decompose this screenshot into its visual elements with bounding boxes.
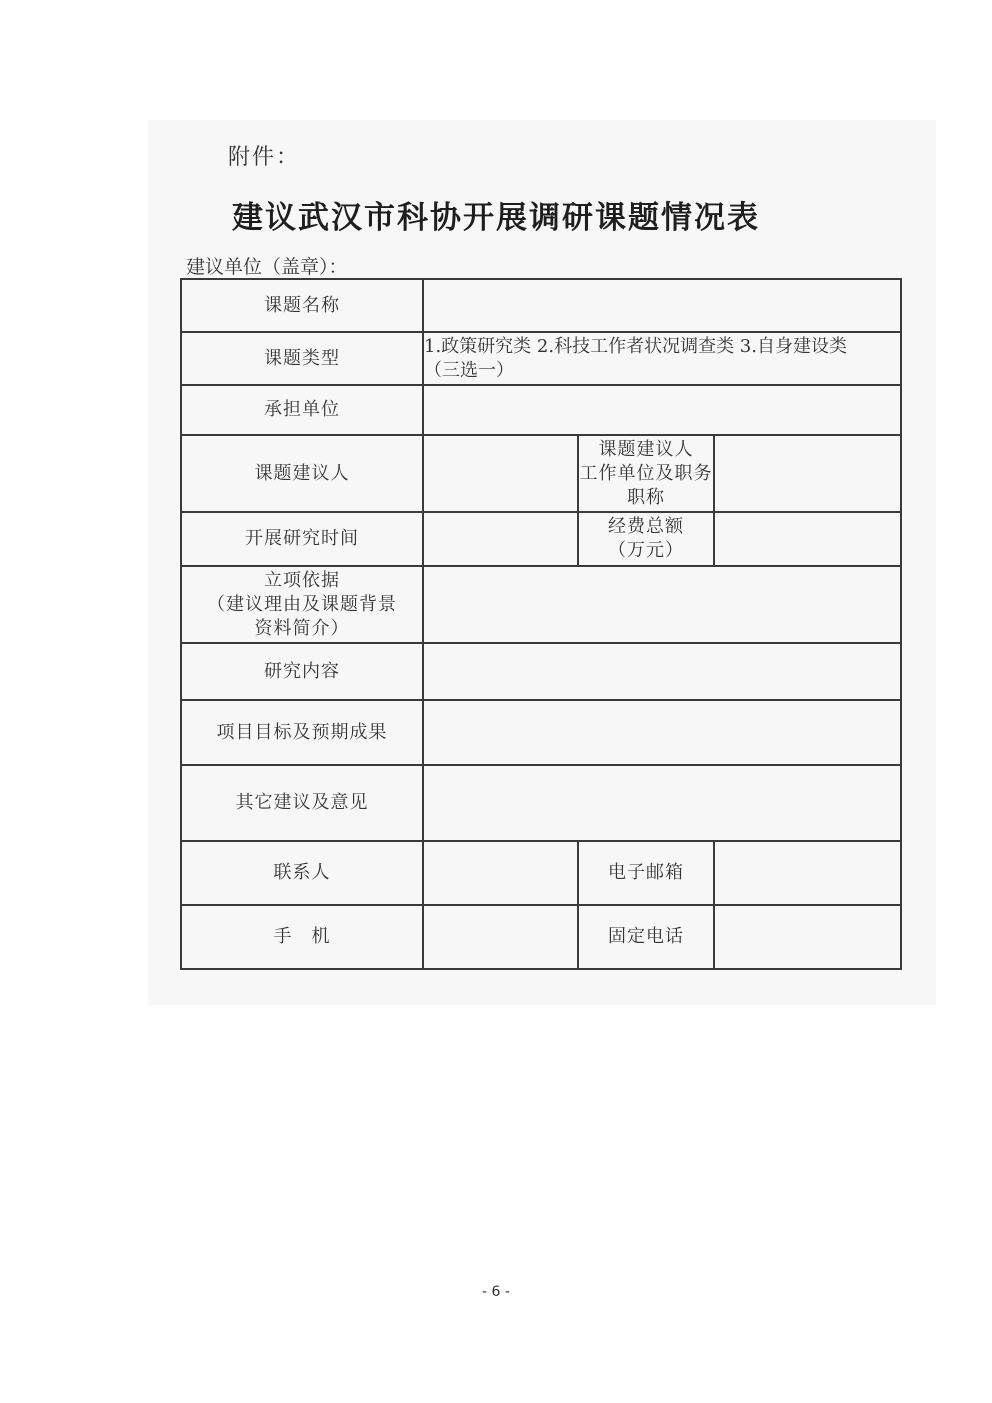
landline-label: 固定电话 xyxy=(578,905,714,969)
row-research-content xyxy=(181,643,901,700)
row-topic-type xyxy=(181,332,901,385)
row-proposer xyxy=(181,435,901,512)
total-funding-label-line1: 经费总额 xyxy=(608,516,684,537)
mobile-field[interactable] xyxy=(423,905,578,969)
other-suggestions-field[interactable] xyxy=(423,765,901,841)
proposer-workplace-label-line3: 职称 xyxy=(627,486,665,508)
landline-field[interactable] xyxy=(714,905,901,969)
contact-label: 联系人 xyxy=(181,841,423,905)
row-other-suggestions xyxy=(181,765,901,841)
contact-field[interactable] xyxy=(423,841,578,905)
topic-name-label: 课题名称 xyxy=(181,279,423,332)
total-funding-field[interactable] xyxy=(714,512,901,566)
mobile-label: 手 机 xyxy=(181,905,423,969)
proposer-workplace-field[interactable] xyxy=(714,435,901,512)
undertaking-unit-label: 承担单位 xyxy=(181,385,423,435)
topic-type-label: 课题类型 xyxy=(181,332,423,385)
row-contact xyxy=(181,841,901,905)
proposer-workplace-label-line2: 工作单位及职务 xyxy=(579,462,713,484)
undertaking-unit-field[interactable] xyxy=(423,385,901,435)
research-time-field[interactable] xyxy=(423,512,578,566)
project-basis-label-line3: 资料简介） xyxy=(254,617,350,639)
topic-type-note: （三选一） xyxy=(424,359,514,381)
research-content-label: 研究内容 xyxy=(181,643,423,700)
page-number: - 6 - xyxy=(482,1284,510,1300)
row-research-time xyxy=(181,512,901,566)
proposer-label: 课题建议人 xyxy=(181,435,423,512)
project-basis-label-line2: （建议理由及课题背景 xyxy=(207,593,397,615)
project-basis-label xyxy=(181,566,423,643)
attachment-label: 附件： xyxy=(228,145,301,170)
proposer-workplace-label-line1: 课题建议人 xyxy=(598,438,694,460)
total-funding-label xyxy=(578,512,714,566)
research-topic-form xyxy=(180,278,902,970)
research-content-field[interactable] xyxy=(423,643,901,700)
proposer-field[interactable] xyxy=(423,435,578,512)
project-basis-label-line1: 立项依据 xyxy=(264,569,340,591)
row-goals xyxy=(181,700,901,765)
total-funding-label-line2: （万元） xyxy=(608,540,684,561)
research-time-label: 开展研究时间 xyxy=(181,512,423,566)
other-suggestions-label: 其它建议及意见 xyxy=(181,765,423,841)
row-undertaking-unit xyxy=(181,385,901,435)
project-basis-field[interactable] xyxy=(423,566,901,643)
row-topic-name xyxy=(181,279,901,332)
goals-field[interactable] xyxy=(423,700,901,765)
topic-type-options: 1.政策研究类 2.科技工作者状况调查类 3.自身建设类 xyxy=(424,335,847,357)
form-title: 建议武汉市科协开展调研课题情况表 xyxy=(232,200,760,236)
topic-name-field[interactable] xyxy=(423,279,901,332)
email-field[interactable] xyxy=(714,841,901,905)
email-label: 电子邮箱 xyxy=(578,841,714,905)
proposing-unit-label: 建议单位（盖章）： xyxy=(186,256,348,278)
row-phone xyxy=(181,905,901,969)
row-project-basis xyxy=(181,566,901,643)
topic-type-field[interactable] xyxy=(423,332,901,385)
goals-label: 项目目标及预期成果 xyxy=(181,700,423,765)
proposer-workplace-label xyxy=(578,435,714,512)
